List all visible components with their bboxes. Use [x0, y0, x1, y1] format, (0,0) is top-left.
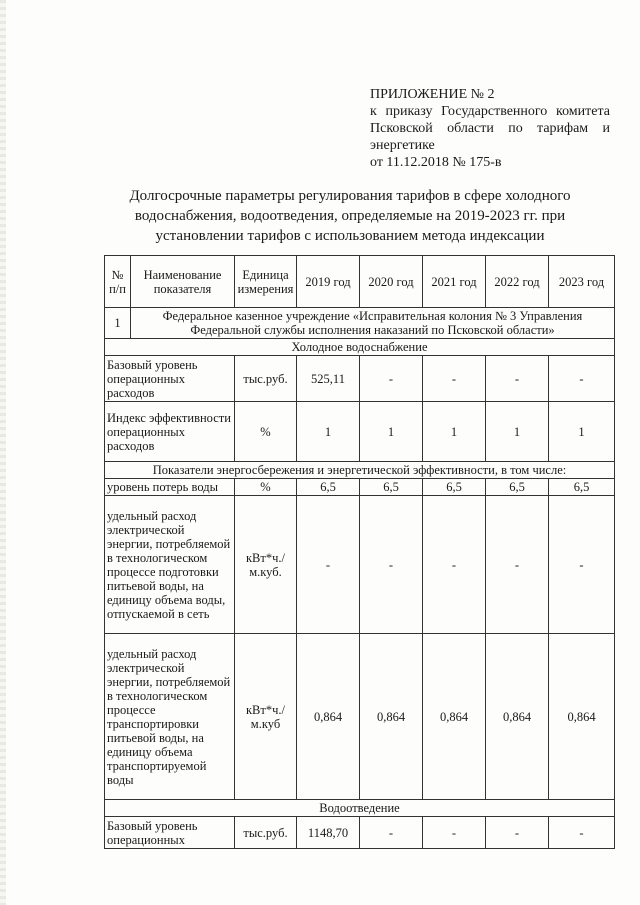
value-2019: 6,5 [297, 479, 360, 496]
row-unit: кВт*ч./м.куб [235, 634, 297, 800]
value-2020: 1 [360, 402, 423, 462]
section-cold-water: Холодное водоснабжение [105, 339, 615, 356]
table-row [105, 817, 615, 849]
row-name: Базовый уровень операционных [105, 817, 235, 849]
value-2020: - [360, 817, 423, 849]
header-2019: 2019 год [297, 256, 360, 308]
header-2021: 2021 год [423, 256, 486, 308]
appendix-order-reference: к приказу Государственного комитета Псковской области по тарифам и энергетике [370, 104, 610, 153]
value-2020: 0,864 [360, 634, 423, 800]
table-row [105, 356, 615, 402]
row-unit: тыс.руб. [235, 817, 297, 849]
value-2023: 6,5 [549, 479, 615, 496]
row-unit: % [235, 479, 297, 496]
value-2021: 0,864 [423, 634, 486, 800]
row-name: уровень потерь воды [105, 479, 235, 496]
value-2021: 6,5 [423, 479, 486, 496]
value-2019: - [297, 496, 360, 634]
value-2021: - [423, 817, 486, 849]
header-2020: 2020 год [360, 256, 423, 308]
section-row-wastewater [105, 800, 615, 817]
energy-efficiency-header: Показатели энергосбережения и энергетической эффективности, в том числе: [105, 462, 615, 479]
value-2021: - [423, 356, 486, 402]
header-number: № п/п [105, 256, 131, 308]
row-name: удельный расход электрической энергии, потребляемой в технологическом процессе транспортировки питьевой воды, на единицу объема транспортируемой воды [105, 634, 235, 800]
header-indicator: Наименование показателя [131, 256, 235, 308]
value-2023: 1 [549, 402, 615, 462]
value-2022: 0,864 [486, 634, 549, 800]
value-2020: 6,5 [360, 479, 423, 496]
parameters-table [104, 255, 615, 849]
organization-row [105, 308, 615, 339]
header-2022: 2022 год [486, 256, 549, 308]
value-2019: 525,11 [297, 356, 360, 402]
organization-name: Федеральное казенное учреждение «Исправительная колония № 3 Управления Федеральной службы исполнения наказаний по Псковской области» [131, 308, 615, 339]
value-2023: - [549, 817, 615, 849]
value-2023: - [549, 496, 615, 634]
row-name: Индекс эффективности операционных расходов [105, 402, 235, 462]
table-row [105, 496, 615, 634]
value-2021: - [423, 496, 486, 634]
organization-number: 1 [105, 308, 131, 339]
table-row [105, 402, 615, 462]
section-row-cold-water [105, 339, 615, 356]
table-row [105, 479, 615, 496]
value-2023: 0,864 [549, 634, 615, 800]
scan-edge [0, 0, 6, 905]
value-2022: - [486, 356, 549, 402]
table-header-row [105, 256, 615, 308]
value-2020: - [360, 496, 423, 634]
row-unit: % [235, 402, 297, 462]
value-2019: 1148,70 [297, 817, 360, 849]
appendix-block [370, 86, 610, 171]
appendix-date: от 11.12.2018 № 175-в [370, 155, 502, 170]
row-name: удельный расход электрической энергии, потребляемой в технологическом процессе подготовки питьевой воды, на единицу объема воды, отпускаемой в сеть [105, 496, 235, 634]
table-row [105, 634, 615, 800]
appendix-title: ПРИЛОЖЕНИЕ № 2 [370, 87, 495, 102]
header-2023: 2023 год [549, 256, 615, 308]
value-2021: 1 [423, 402, 486, 462]
value-2022: 1 [486, 402, 549, 462]
section-wastewater: Водоотведение [105, 800, 615, 817]
value-2019: 0,864 [297, 634, 360, 800]
value-2020: - [360, 356, 423, 402]
section-row-energy [105, 462, 615, 479]
row-name: Базовый уровень операционных расходов [105, 356, 235, 402]
header-unit: Единица измерения [235, 256, 297, 308]
row-unit: тыс.руб. [235, 356, 297, 402]
value-2022: - [486, 817, 549, 849]
document-title: Долгосрочные параметры регулирования тарифов в сфере холодного водоснабжения, водоотведения, определяемые на 2019-2023 гг. при установлении тарифов с использованием метода индексации [129, 188, 571, 244]
value-2019: 1 [297, 402, 360, 462]
value-2022: 6,5 [486, 479, 549, 496]
value-2022: - [486, 496, 549, 634]
value-2023: - [549, 356, 615, 402]
row-unit: кВт*ч./м.куб. [235, 496, 297, 634]
